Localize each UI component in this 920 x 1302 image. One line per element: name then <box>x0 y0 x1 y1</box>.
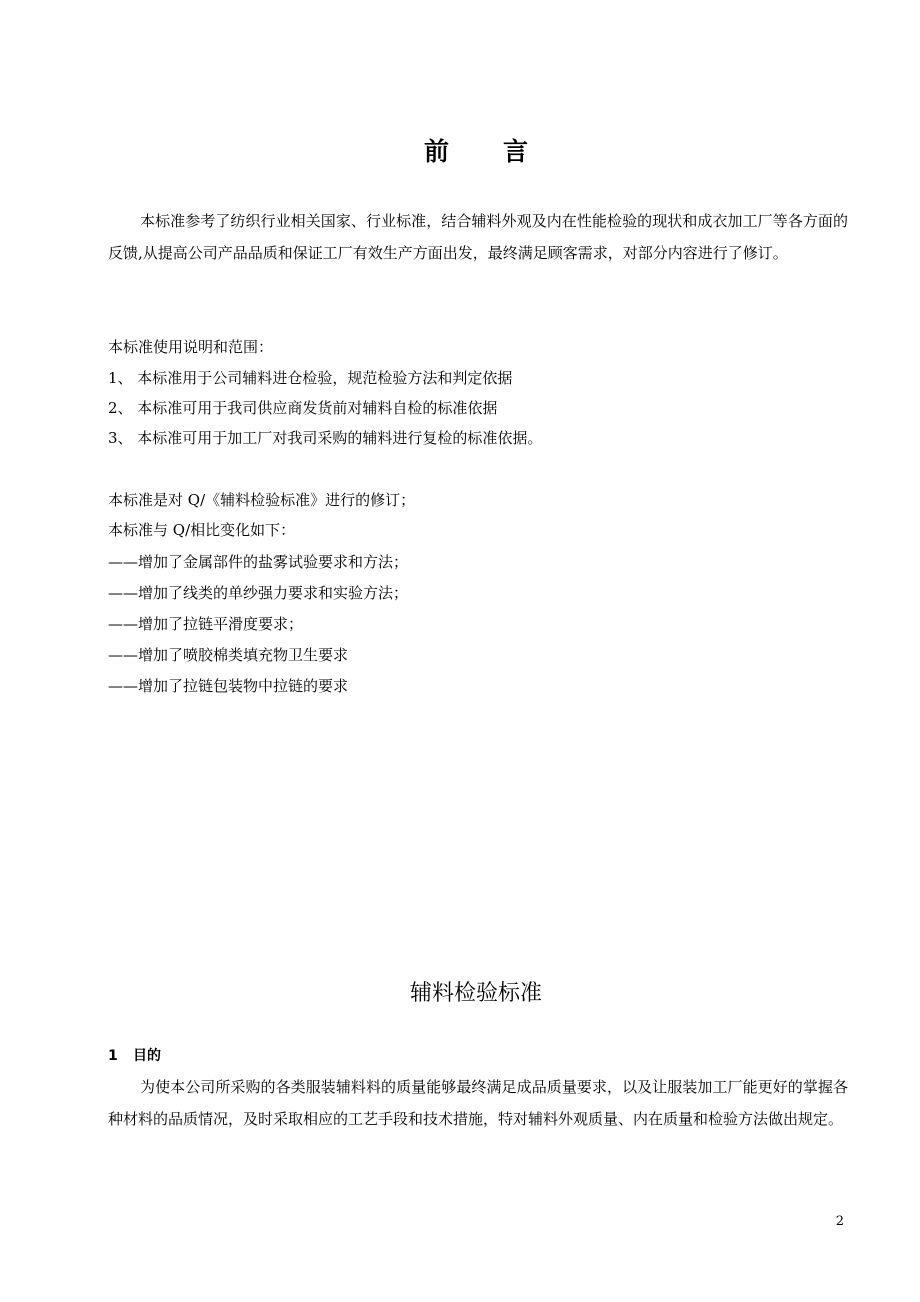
change-item-5: ——增加了拉链包装物中拉链的要求 <box>108 677 349 695</box>
section-1-title: 目的 <box>133 1048 161 1064</box>
preface-title <box>0 132 920 168</box>
scope-heading: 本标准使用说明和范围： <box>108 338 274 356</box>
standard-title: 辅料检验标准 <box>409 981 542 1006</box>
scope-item-1: 1、 本标准用于公司辅料进仓检验，规范检验方法和判定依据 <box>108 369 513 387</box>
revision-note: 本标准是对 Q/《辅料检验标准》进行的修订； <box>108 491 416 509</box>
preface-intro: 本标准参考了纺织行业相关国家、行业标准，结合辅料外观及内在性能检验的现状和成衣加工厂等各方面的反馈,从提高公司产品品质和保证工厂有效生产方面出发，最终满足顾客需求，对部分内容进行了修订。 <box>108 212 848 262</box>
section-1-body: 为使本公司所采购的各类服装辅料料的质量能够最终满足成品质量要求，以及让服装加工厂能更好的掌握各种材料的品质情况，及时采取相应的工艺手段和技术措施，特对辅料外观质量、内在质量和检验方法做出规定。 <box>108 1078 848 1128</box>
change-item-4: ——增加了喷胶棉类填充物卫生要求 <box>108 646 349 664</box>
section-1-heading <box>108 1046 161 1066</box>
page-number: 2 <box>835 1214 844 1229</box>
scope-item-2: 2、 本标准可用于我司供应商发货前对辅料自检的标准依据 <box>108 399 498 417</box>
scope-item-3: 3、 本标准可用于加工厂对我司采购的辅料进行复检的标准依据。 <box>108 429 543 447</box>
change-item-1: ——增加了金属部件的盐雾试验要求和方法； <box>108 553 409 571</box>
change-item-2: ——增加了线类的单纱强力要求和实验方法； <box>108 584 409 602</box>
changes-heading: 本标准与 Q/相比变化如下： <box>108 521 296 539</box>
change-item-3: ——增加了拉链平滑度要求； <box>108 615 304 633</box>
preface-title-char-2: 言 <box>503 137 529 166</box>
section-1-number: 1 <box>108 1048 118 1064</box>
preface-title-char-1: 前 <box>423 137 449 166</box>
